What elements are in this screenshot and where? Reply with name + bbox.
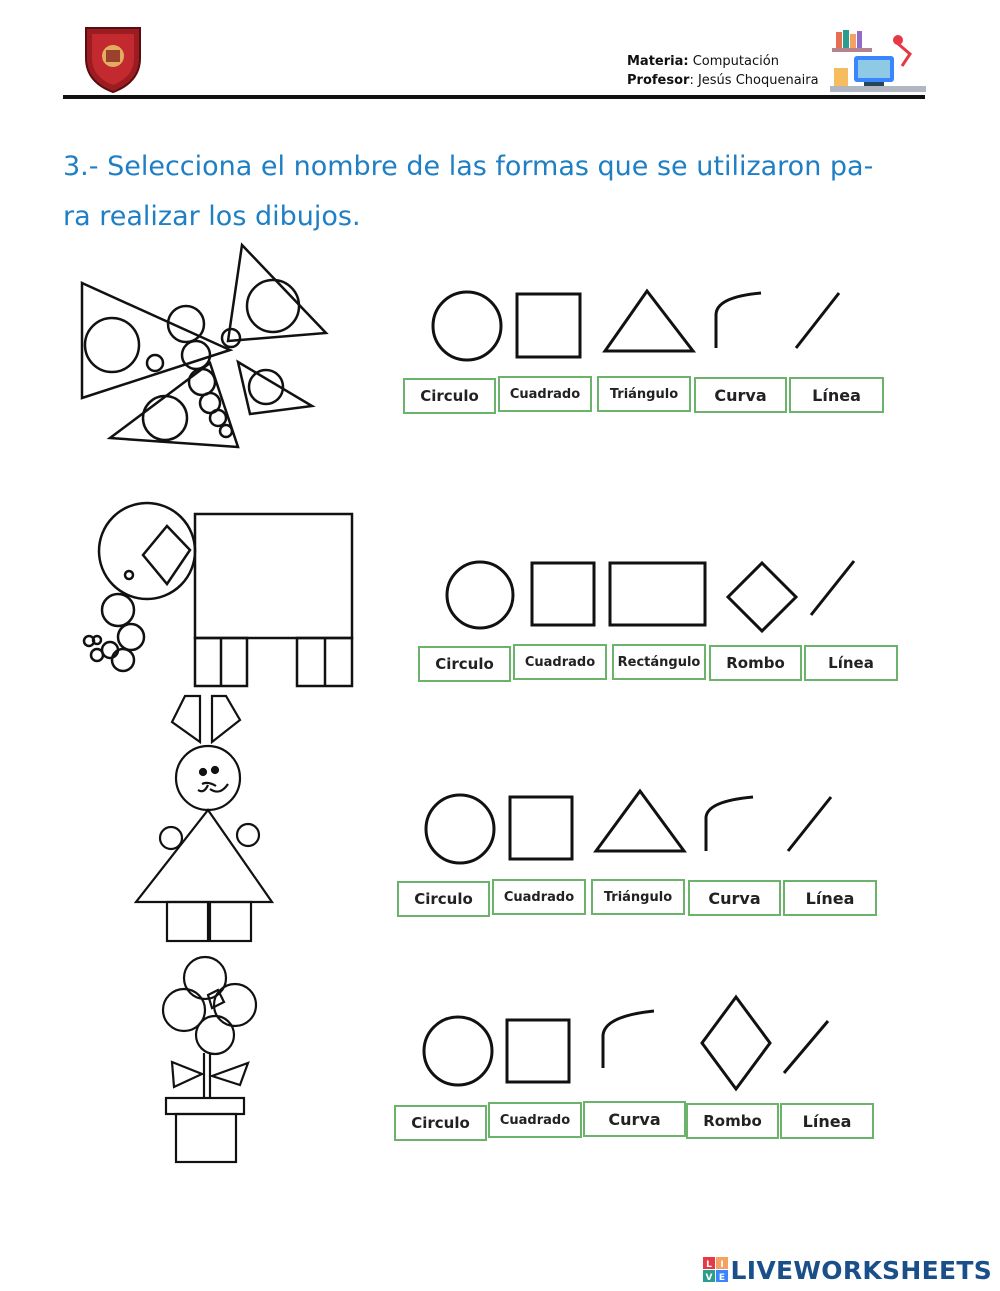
line-shape-icon [796, 293, 839, 348]
exercise-2-option-linea[interactable]: Línea [804, 645, 898, 681]
butterfly-drawing [60, 238, 350, 470]
instruction-line-2: ra realizar los dibujos. [63, 201, 361, 232]
circle-shape-icon [426, 795, 494, 863]
exercise-3-option-curva[interactable]: Curva [688, 880, 781, 916]
exercise-1-option-triangulo[interactable]: Triángulo [597, 376, 691, 412]
elephant-drawing [75, 500, 360, 695]
exercise-1-option-cuadrado[interactable]: Cuadrado [498, 376, 592, 412]
circle-shape-icon [447, 562, 513, 628]
exercise-4-option-curva[interactable]: Curva [583, 1101, 686, 1137]
school-crest-logo [80, 22, 146, 94]
exercise-1-option-curva[interactable]: Curva [694, 377, 787, 413]
square-shape-icon [517, 294, 580, 357]
liveworksheets-badge-icon [703, 1257, 729, 1283]
exercise-2-option-rectangulo[interactable]: Rectángulo [612, 644, 706, 680]
exercise-4-option-rombo[interactable]: Rombo [686, 1103, 779, 1139]
rhombus-shape-icon [702, 997, 770, 1089]
exercise-1-option-linea[interactable]: Línea [789, 377, 884, 413]
header-divider [63, 95, 925, 99]
exercise-2-option-circulo[interactable]: Circulo [418, 646, 511, 682]
line-shape-icon [811, 561, 854, 615]
instruction-line-1: 3.- Selecciona el nombre de las formas que se utilizaron pa- [63, 151, 874, 182]
rabbit-drawing [130, 692, 280, 947]
profesor-value: : Jesús Choquenaira [689, 73, 819, 88]
subject-info [627, 52, 819, 90]
shape-row-1 [425, 285, 895, 365]
square-shape-icon [532, 563, 594, 625]
exercise-3-option-circulo[interactable]: Circulo [397, 881, 490, 917]
exercise-3-option-linea[interactable]: Línea [783, 880, 877, 916]
triangle-shape-icon [605, 291, 693, 351]
svg-text:I: I [719, 1260, 724, 1270]
materia-value: Computación [692, 54, 779, 69]
exercise-4-option-cuadrado[interactable]: Cuadrado [488, 1102, 582, 1138]
instruction-title [63, 142, 923, 242]
exercise-1-option-circulo[interactable]: Circulo [403, 378, 496, 414]
computer-desk-illustration [828, 26, 928, 96]
circle-shape-icon [424, 1017, 492, 1085]
square-shape-icon [507, 1020, 569, 1082]
liveworksheets-wordmark: LIVEWORKSHEETS [730, 1255, 992, 1285]
exercise-2-option-rombo[interactable]: Rombo [709, 645, 802, 681]
exercise-3-option-cuadrado[interactable]: Cuadrado [492, 879, 586, 915]
liveworksheets-brand [703, 1255, 992, 1285]
exercise-2-option-cuadrado[interactable]: Cuadrado [513, 644, 607, 680]
square-shape-icon [510, 797, 572, 859]
svg-text:V: V [705, 1273, 713, 1283]
shape-row-3 [418, 787, 848, 867]
line-shape-icon [788, 797, 831, 851]
curve-shape-icon [706, 797, 753, 851]
triangle-shape-icon [596, 791, 684, 851]
rhombus-shape-icon [728, 563, 796, 631]
line-shape-icon [784, 1021, 828, 1073]
shape-row-2 [440, 555, 870, 635]
exercise-4-option-linea[interactable]: Línea [780, 1103, 874, 1139]
flower-pot-drawing [160, 950, 280, 1165]
circle-shape-icon [433, 292, 501, 360]
profesor-label: Profesor [627, 73, 690, 88]
curve-shape-icon [603, 1011, 654, 1068]
materia-label: Materia: [627, 54, 689, 69]
svg-text:L: L [705, 1260, 712, 1270]
svg-text:E: E [718, 1273, 725, 1283]
curve-shape-icon [716, 293, 761, 348]
rectangle-shape-icon [610, 563, 705, 625]
shape-row-4 [418, 993, 848, 1093]
exercise-3-option-triangulo[interactable]: Triángulo [591, 879, 685, 915]
exercise-4-option-circulo[interactable]: Circulo [394, 1105, 487, 1141]
